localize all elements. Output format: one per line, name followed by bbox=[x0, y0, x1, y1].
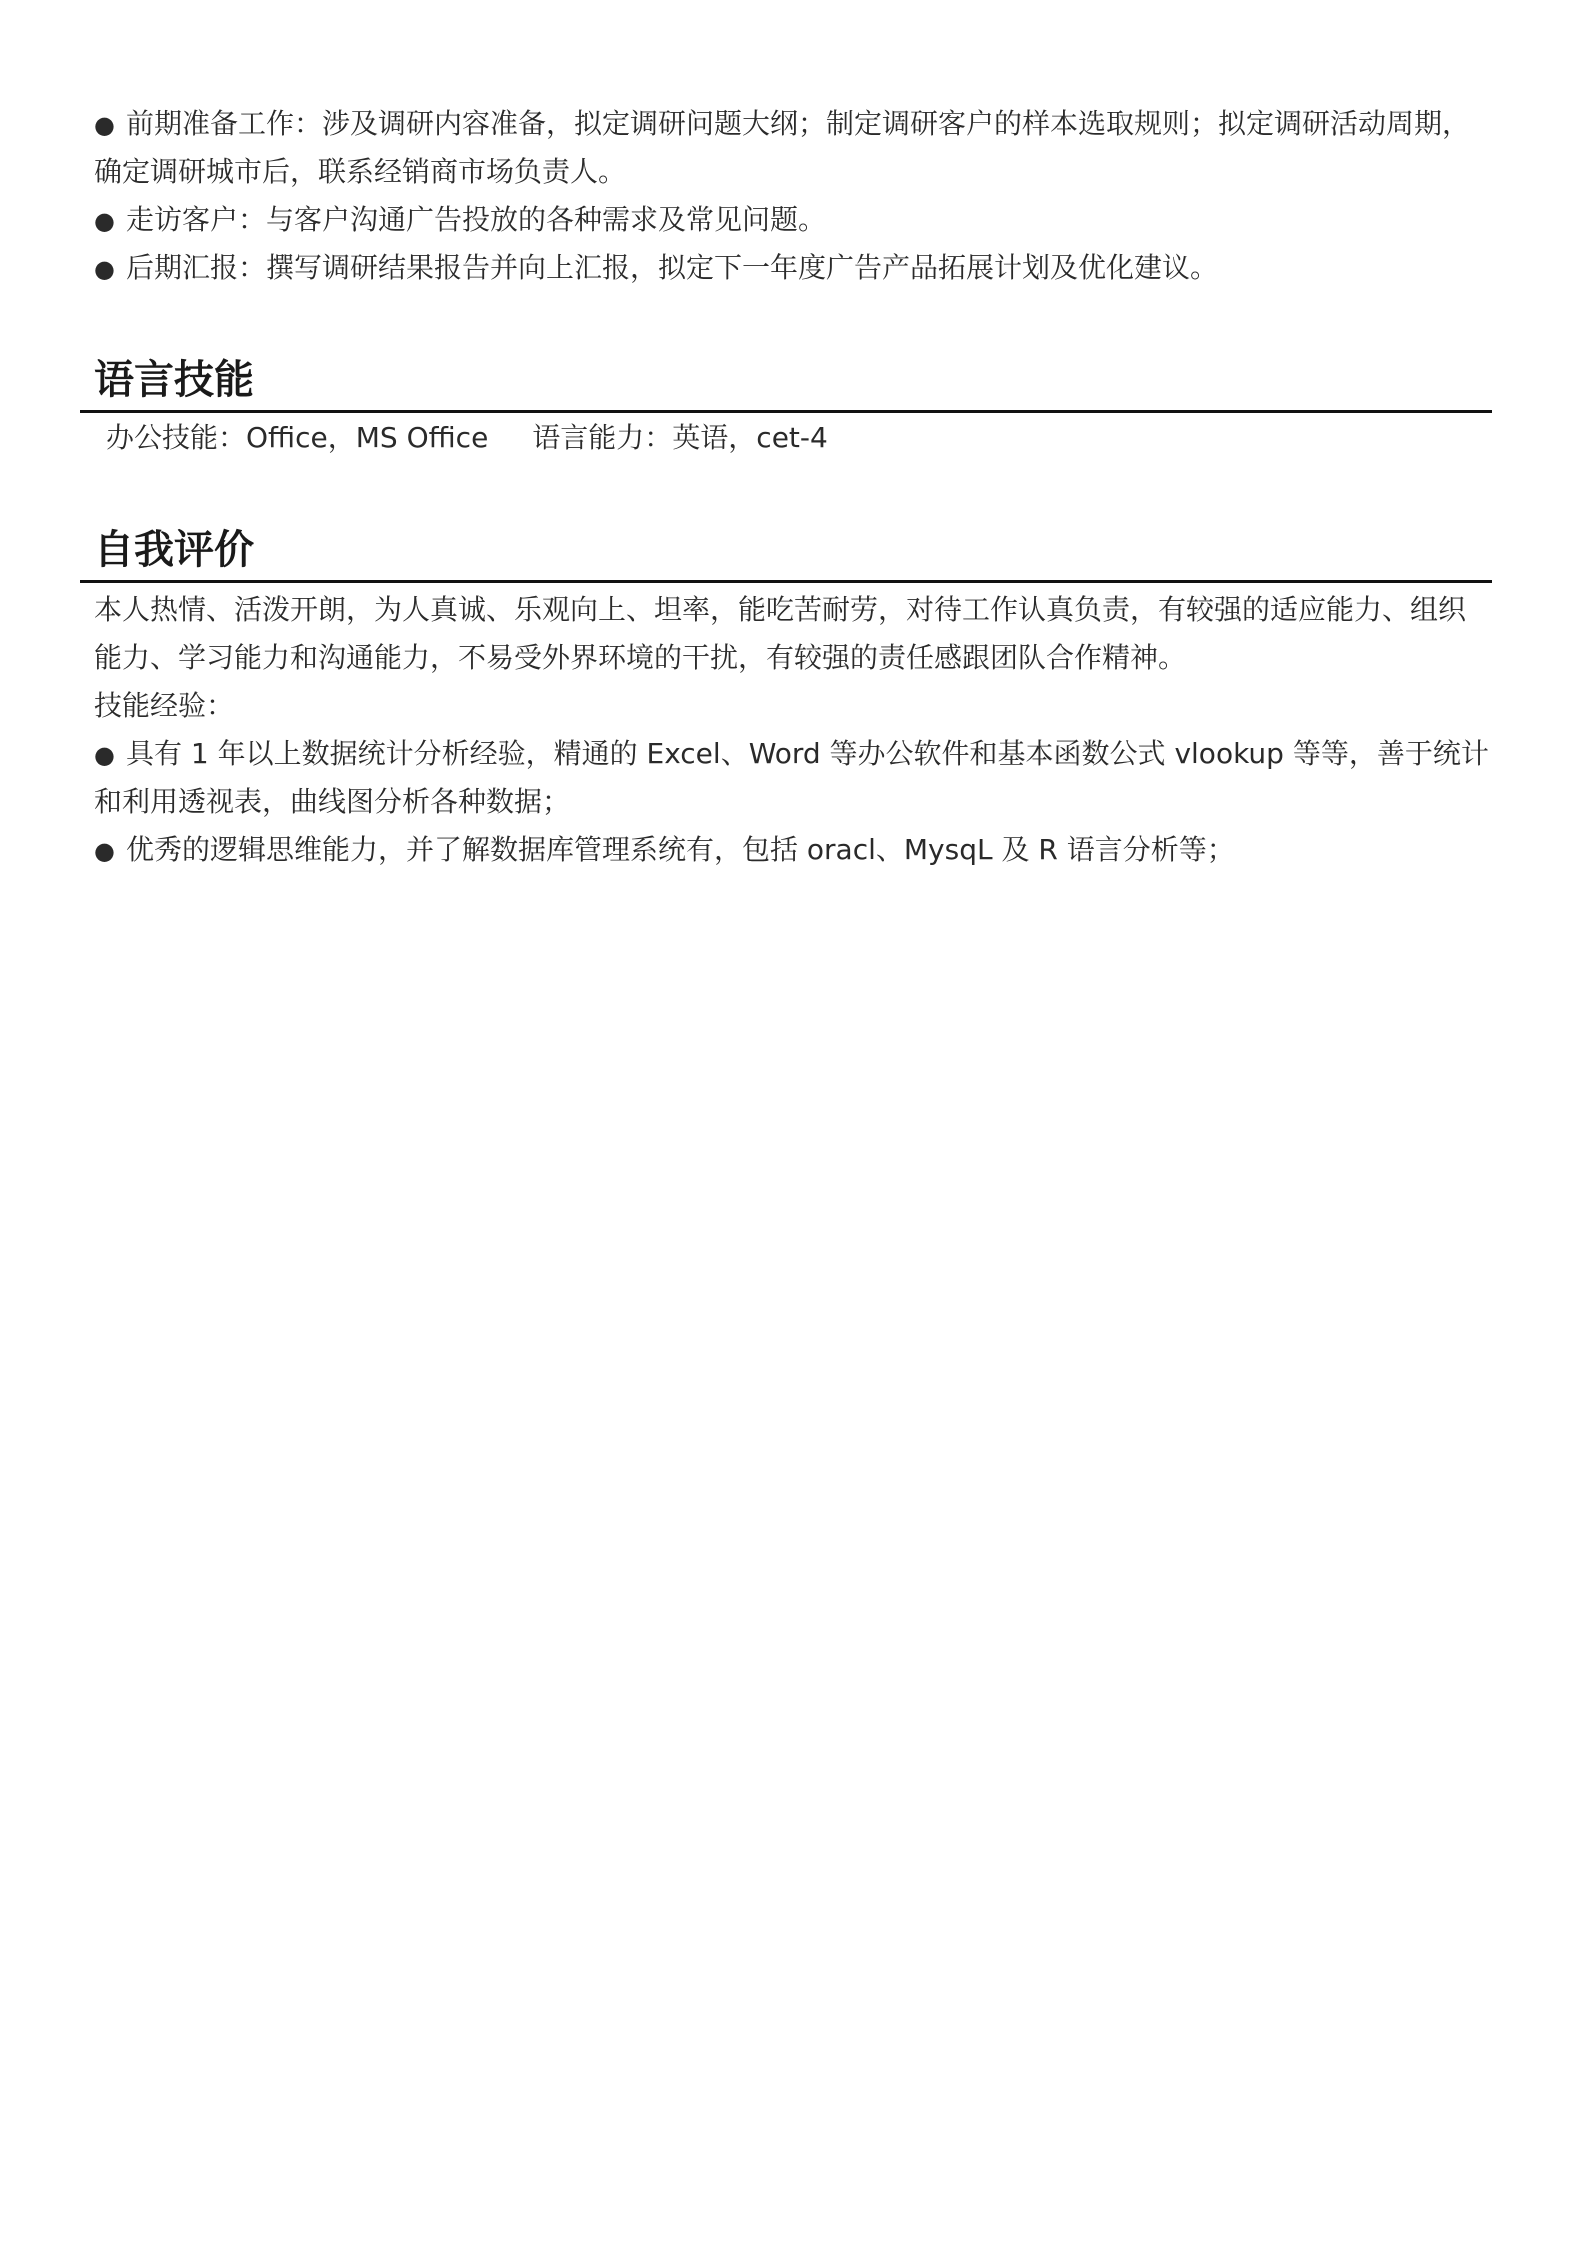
section-title-language-skills: 语言技能 bbox=[94, 357, 254, 403]
language-skills-line bbox=[106, 414, 828, 462]
bullet-icon: ● bbox=[94, 255, 115, 283]
work-item-prep-text: 前期准备工作：涉及调研内容准备，拟定调研问题大纲；制定调研客户的样本选取规则；拟定调研活动周期， bbox=[126, 107, 1471, 140]
bullet-icon: ● bbox=[94, 207, 115, 235]
skills-heading: 技能经验： bbox=[94, 689, 235, 722]
skill-item-logic-text: 优秀的逻辑思维能力，并了解数据库管理系统有，包括 oracl、MysqL 及 R 语言分析等； bbox=[126, 833, 1235, 866]
skill-item-logic bbox=[94, 826, 1484, 875]
work-item-report-text: 后期汇报：撰写调研结果报告并向上汇报，拟定下一年度广告产品拓展计划及优化建议。 bbox=[126, 251, 1219, 284]
work-item-prep bbox=[94, 100, 1484, 149]
language-ability: 语言能力：英语，cet-4 bbox=[532, 421, 828, 454]
self-evaluation-para-line2: 能力、学习能力和沟通能力，不易受外界环境的干扰，有较强的责任感跟团队合作精神。 bbox=[94, 641, 1187, 674]
section-title-self-evaluation: 自我评价 bbox=[94, 527, 254, 573]
bullet-icon: ● bbox=[94, 111, 115, 139]
office-skills: 办公技能：Office，MS Office bbox=[106, 421, 489, 454]
work-item-visit-text: 走访客户：与客户沟通广告投放的各种需求及常见问题。 bbox=[126, 203, 827, 236]
self-evaluation-para-line1: 本人热情、活泼开朗，为人真诚、乐观向上、坦率，能吃苦耐劳，对待工作认真负责，有较强的适应能力、组织 bbox=[94, 593, 1467, 626]
section-divider bbox=[80, 580, 1492, 583]
work-item-prep-continued: 确定调研城市后，联系经销商市场负责人。 bbox=[94, 155, 627, 188]
bullet-icon: ● bbox=[94, 837, 115, 865]
skill-item-data-analysis-continued: 和利用透视表，曲线图分析各种数据； bbox=[94, 785, 571, 818]
work-item-visit bbox=[94, 196, 1484, 245]
bullet-icon: ● bbox=[94, 741, 115, 769]
work-item-report bbox=[94, 244, 1484, 293]
section-divider bbox=[80, 410, 1492, 413]
skill-item-data-analysis bbox=[94, 730, 1489, 779]
skill-item-data-analysis-text: 具有 1 年以上数据统计分析经验，精通的 Excel、Word 等办公软件和基本函数公式 vlookup 等等，善于统计 bbox=[126, 737, 1489, 770]
